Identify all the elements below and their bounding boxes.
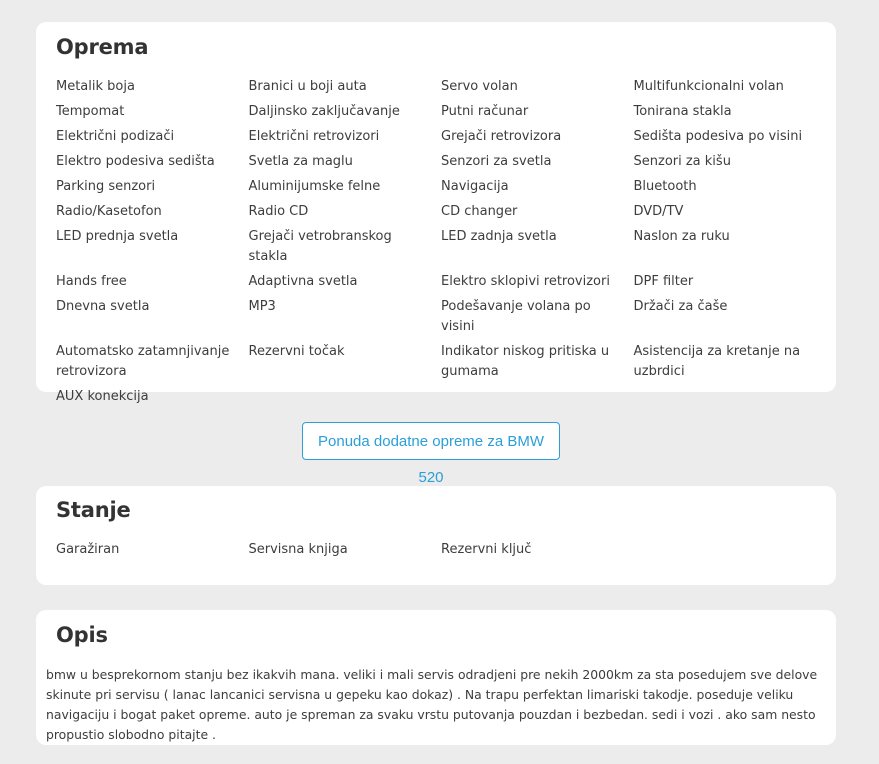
equipment-item: Multifunkcionalni volan [633,79,784,94]
equipment-item: CD changer [441,204,518,219]
equipment-item: Podešavanje volana po visini [441,299,591,334]
condition-item: Rezervni ključ [441,542,532,557]
equipment-item: Električni retrovizori [248,129,380,144]
equipment-item: Aluminijumske felne [248,179,381,194]
equipment-item: Indikator niskog pritiska u gumama [441,344,610,379]
equipment-item: Hands free [56,274,127,289]
equipment-item: Radio CD [248,204,309,219]
additional-equipment-offer-button[interactable]: Ponuda dodatne opreme za BMW 520 [302,422,560,460]
equipment-card [36,22,836,404]
description-card [36,610,836,745]
condition-list [56,540,826,560]
equipment-item: Metalik boja [56,79,135,94]
equipment-item: Tonirana stakla [633,104,732,119]
condition-item: Garažiran [56,542,120,557]
equipment-item: Elektro sklopivi retrovizori [441,274,610,289]
equipment-item: Asistencija za kretanje na uzbrdici [633,344,801,379]
equipment-item: Držači za čaše [633,299,728,314]
equipment-item: Sedišta podesiva po visini [633,129,803,144]
equipment-item: DVD/TV [633,204,684,219]
equipment-item: Dnevna svetla [56,299,150,314]
equipment-item: Branici u boji auta [248,79,367,94]
equipment-item: Rezervni točak [248,344,345,359]
equipment-item: Servo volan [441,79,518,94]
equipment-item: Naslon za ruku [633,229,730,244]
equipment-item: AUX konekcija [56,389,149,404]
equipment-item: Radio/Kasetofon [56,204,162,219]
equipment-item: Senzori za kišu [633,154,731,169]
condition-title: Stanje [56,498,131,522]
equipment-item: Grejači vetrobranskog stakla [248,229,392,264]
equipment-item: Grejači retrovizora [441,129,562,144]
equipment-item: Elektro podesiva sedišta [56,154,215,169]
condition-card [36,486,836,585]
equipment-item: Tempomat [56,104,125,119]
equipment-item: Električni podizači [56,129,175,144]
equipment-title: Oprema [56,35,149,59]
equipment-item: Navigacija [441,179,509,194]
description-title: Opis [56,623,108,647]
equipment-item: LED zadnja svetla [441,229,557,244]
equipment-list [56,77,826,407]
equipment-item: DPF filter [633,274,694,289]
equipment-item: Svetla za maglu [248,154,353,169]
equipment-item: Putni računar [441,104,529,119]
equipment-item: Daljinsko zaključavanje [248,104,400,119]
equipment-item: Bluetooth [633,179,697,194]
equipment-item: Parking senzori [56,179,156,194]
condition-item: Servisna knjiga [248,542,348,557]
equipment-item: Senzori za svetla [441,154,552,169]
equipment-item: LED prednja svetla [56,229,179,244]
equipment-item: Automatsko zatamnjivanje retrovizora [56,344,230,379]
equipment-item: MP3 [248,299,276,314]
equipment-item: Adaptivna svetla [248,274,358,289]
description-text: bmw u besprekornom stanju bez ikakvih mana. veliki i mali servis odradjeni pre nekih 2000km za sta posedujem sve delove skinute pri servisu ( lanac lancanici servisna u gepeku kao dokaz) . Na trapu perfektan limariski takodje. poseduje veliku navigaciju i bogat paket opreme. auto je spreman za svaku vrstu putovanja pouzdan i bezbedan. sedi i vozi . ako sam nesto propustio slobodno pitajte . [46,667,818,742]
